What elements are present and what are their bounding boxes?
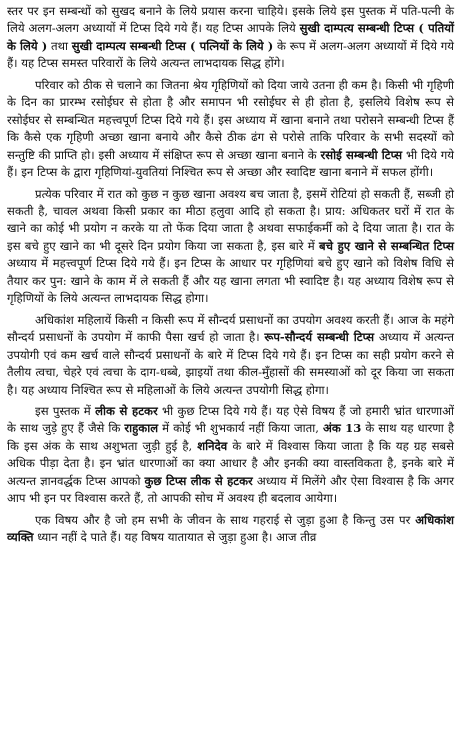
text-run: भी कुछ टिप्स दिये गये हैं। यह ऐसे विषय हैं जो हमारी भ्रांत धारणाओं के साथ जुड़े हुए हैं जैसे कि [7, 403, 455, 436]
text-run: अध्याय में अत्यन्त उपयोगी एवं कम खर्च वाले सौन्दर्य प्रसाधनों के बारे में टिप्स दिये गये हैं। इन टिप्स का सही प्रयोग करने से तैलीय त्वचा, चेहरे एवं त्वचा के दाग-धब्बे, झाइयों तथा कील-मुँहासों की समस्याओं को दूर किया जा सकता है। यह अध्याय निश्चित रूप से महिलाओं के लिये अत्यन्त उपयोगी सिद्ध होगा। [7, 330, 454, 397]
text-run: के बारे में विश्वास किया जाता है कि यह ग्रह सबसे अधिक पीड़ा देता है। इन भ्रांत धारणाओं का क्या आधार है और इनकी क्या वास्तविकता है, इनके बारे में अत्यन्त ज्ञानवर्द्धक टिप्स आपको [7, 438, 454, 488]
paragraph-traffic-intro [7, 512, 454, 547]
paragraph-offbeat-tips [7, 403, 454, 508]
paragraph-leftover-food-tips [7, 186, 454, 308]
bold-phrase: सुखी दाम्पत्य सम्बन्धी टिप्स ( पतियों के लिये ) [7, 21, 455, 53]
text-run: परिवार को ठीक से चलाने का जितना श्रेय गृहिणियों को दिया जाये उतना ही कम है। किसी भी गृहिणी के दिन का प्रारम्भ रसोईघर से होता है और समापन भी रसोईघर से ही होता है, इसलिये विशेष रूप से रसोईघर से सम्बन्धित महत्त्वपूर्ण टिप्स दिये गये हैं। इस अध्याय में खाना बनाने तथा परोसने सम्बन्धी टिप्स हैं कि कैसे एक गृहिणी अच्छा खाना बनाये और कैसे ठीक ढंग से परोसे ताकि परिवार के सभी सदस्यों को सन्तुष्टि की प्राप्ति हो। इसी अध्याय में संक्षिप्त रूप से अच्छा खाना बनाने के [7, 77, 454, 162]
bold-phrase: अंक 13 [322, 421, 362, 436]
bold-phrase: रसोई सम्बन्धी टिप्स [320, 147, 403, 162]
text-run: एक विषय और है जो हम सभी के जीवन के साथ गहराई से जुड़ा हुआ है किन्तु उस पर [35, 512, 416, 527]
bold-phrase: लीक से हटकर [95, 403, 158, 418]
text-run: के रूप में अलग-अलग अध्यायों में दिये गये हैं। यह टिप्स समस्त परिवारों के लिये अत्यन्त लाभदायक सिद्ध होंगे। [7, 38, 454, 71]
text-run: अध्याय में महत्त्वपूर्ण टिप्स दिये गये हैं। इन टिप्स के आधार पर गृहिणियां बचे हुए खाने को विशेष विधि से तैयार कर पुन: खाने के काम में ले सकती हैं और यह खाना लगता भी स्वादिष्ट है। यह अध्याय विशेष रूप से गृहिणियों के लिये अत्यन्त लाभदायक सिद्ध होगा। [7, 256, 454, 306]
bold-phrase: अधिकांश व्यक्ति [7, 512, 454, 545]
text-run: तथा [47, 38, 72, 53]
paragraph-kitchen-tips [7, 77, 454, 182]
paragraph-intro-dampatya [7, 3, 454, 73]
bold-phrase: कुछ टिप्स लीक से हटकर [144, 473, 253, 488]
text-run: इस पुस्तक में [35, 403, 96, 418]
paragraph-beauty-tips [7, 312, 454, 399]
text-run: प्रत्येक परिवार में रात को कुछ न कुछ खाना अवश्य बच जाता है, इसमें रोटियां हो सकती हैं, सब्जी हो सकती है, चावल अथवा किसी प्रकार का मीठा हलुवा आदि हो सकता है। प्राय: अधिकतर घरों में रात के खाने का कोई भी प्रयोग न करके या तो फेंक दिया जाता है अथवा सफाईकर्मी को दे दिया जाता है। रात के इस बचे हुए खाने का भी दूसरे दिन प्रयोग किया जा सकता है, इस बारे में [7, 186, 454, 253]
text-run: ध्यान नहीं दे पाते हैं। यह विषय यातायात से जुड़ा हुआ है। आज तीव्र [33, 530, 317, 545]
bold-phrase: सुखी दाम्पत्य सम्बन्धी टिप्स ( पत्नियों के लिये ) [71, 38, 274, 53]
text-run: भी दिये गये हैं। इन टिप्स के द्वारा गृहिणियां-युवतियां निश्चित रूप से अच्छा और स्वादिष्ट खाना बनाने में सफल होंगी। [7, 147, 454, 180]
text-run: स्तर पर इन सम्बन्धों को सुखद बनाने के लिये प्रयास करना चाहिये। इसके लिये इस पुस्तक में पति-पत्नी के लिये अलग-अलग अध्यायों में टिप्स दिये गये हैं। यह टिप्स आपके लिये [7, 4, 454, 36]
bold-phrase: रूप-सौन्दर्य सम्बन्धी टिप्स [264, 330, 375, 345]
bold-phrase: राहुकाल [124, 421, 159, 436]
bold-phrase: शनिदेव [197, 438, 228, 453]
text-run: अधिकांश महिलायें किसी न किसी रूप में सौन्दर्य प्रसाधनों का उपयोग अवश्य करती हैं। आज के महंगे सौन्दर्य प्रसाधनों के उपयोग में काफी पैसा खर्च हो जाता है। [7, 312, 454, 345]
text-run: में कोई भी शुभकार्य नहीं किया जाता, [158, 421, 323, 436]
text-run: के साथ यह धारणा है कि इस अंक के साथ अशुभता जुड़ी हुई है, [7, 421, 455, 453]
text-run: अध्याय में मिलेंगे और ऐसा विश्वास है कि अगर आप भी इन पर विश्वास करते हैं, तो आपकी सोच में अवश्य ही बदलाव आयेगा। [7, 473, 454, 506]
bold-phrase: बचे हुए खाने से सम्बन्धित टिप्स [319, 238, 455, 253]
